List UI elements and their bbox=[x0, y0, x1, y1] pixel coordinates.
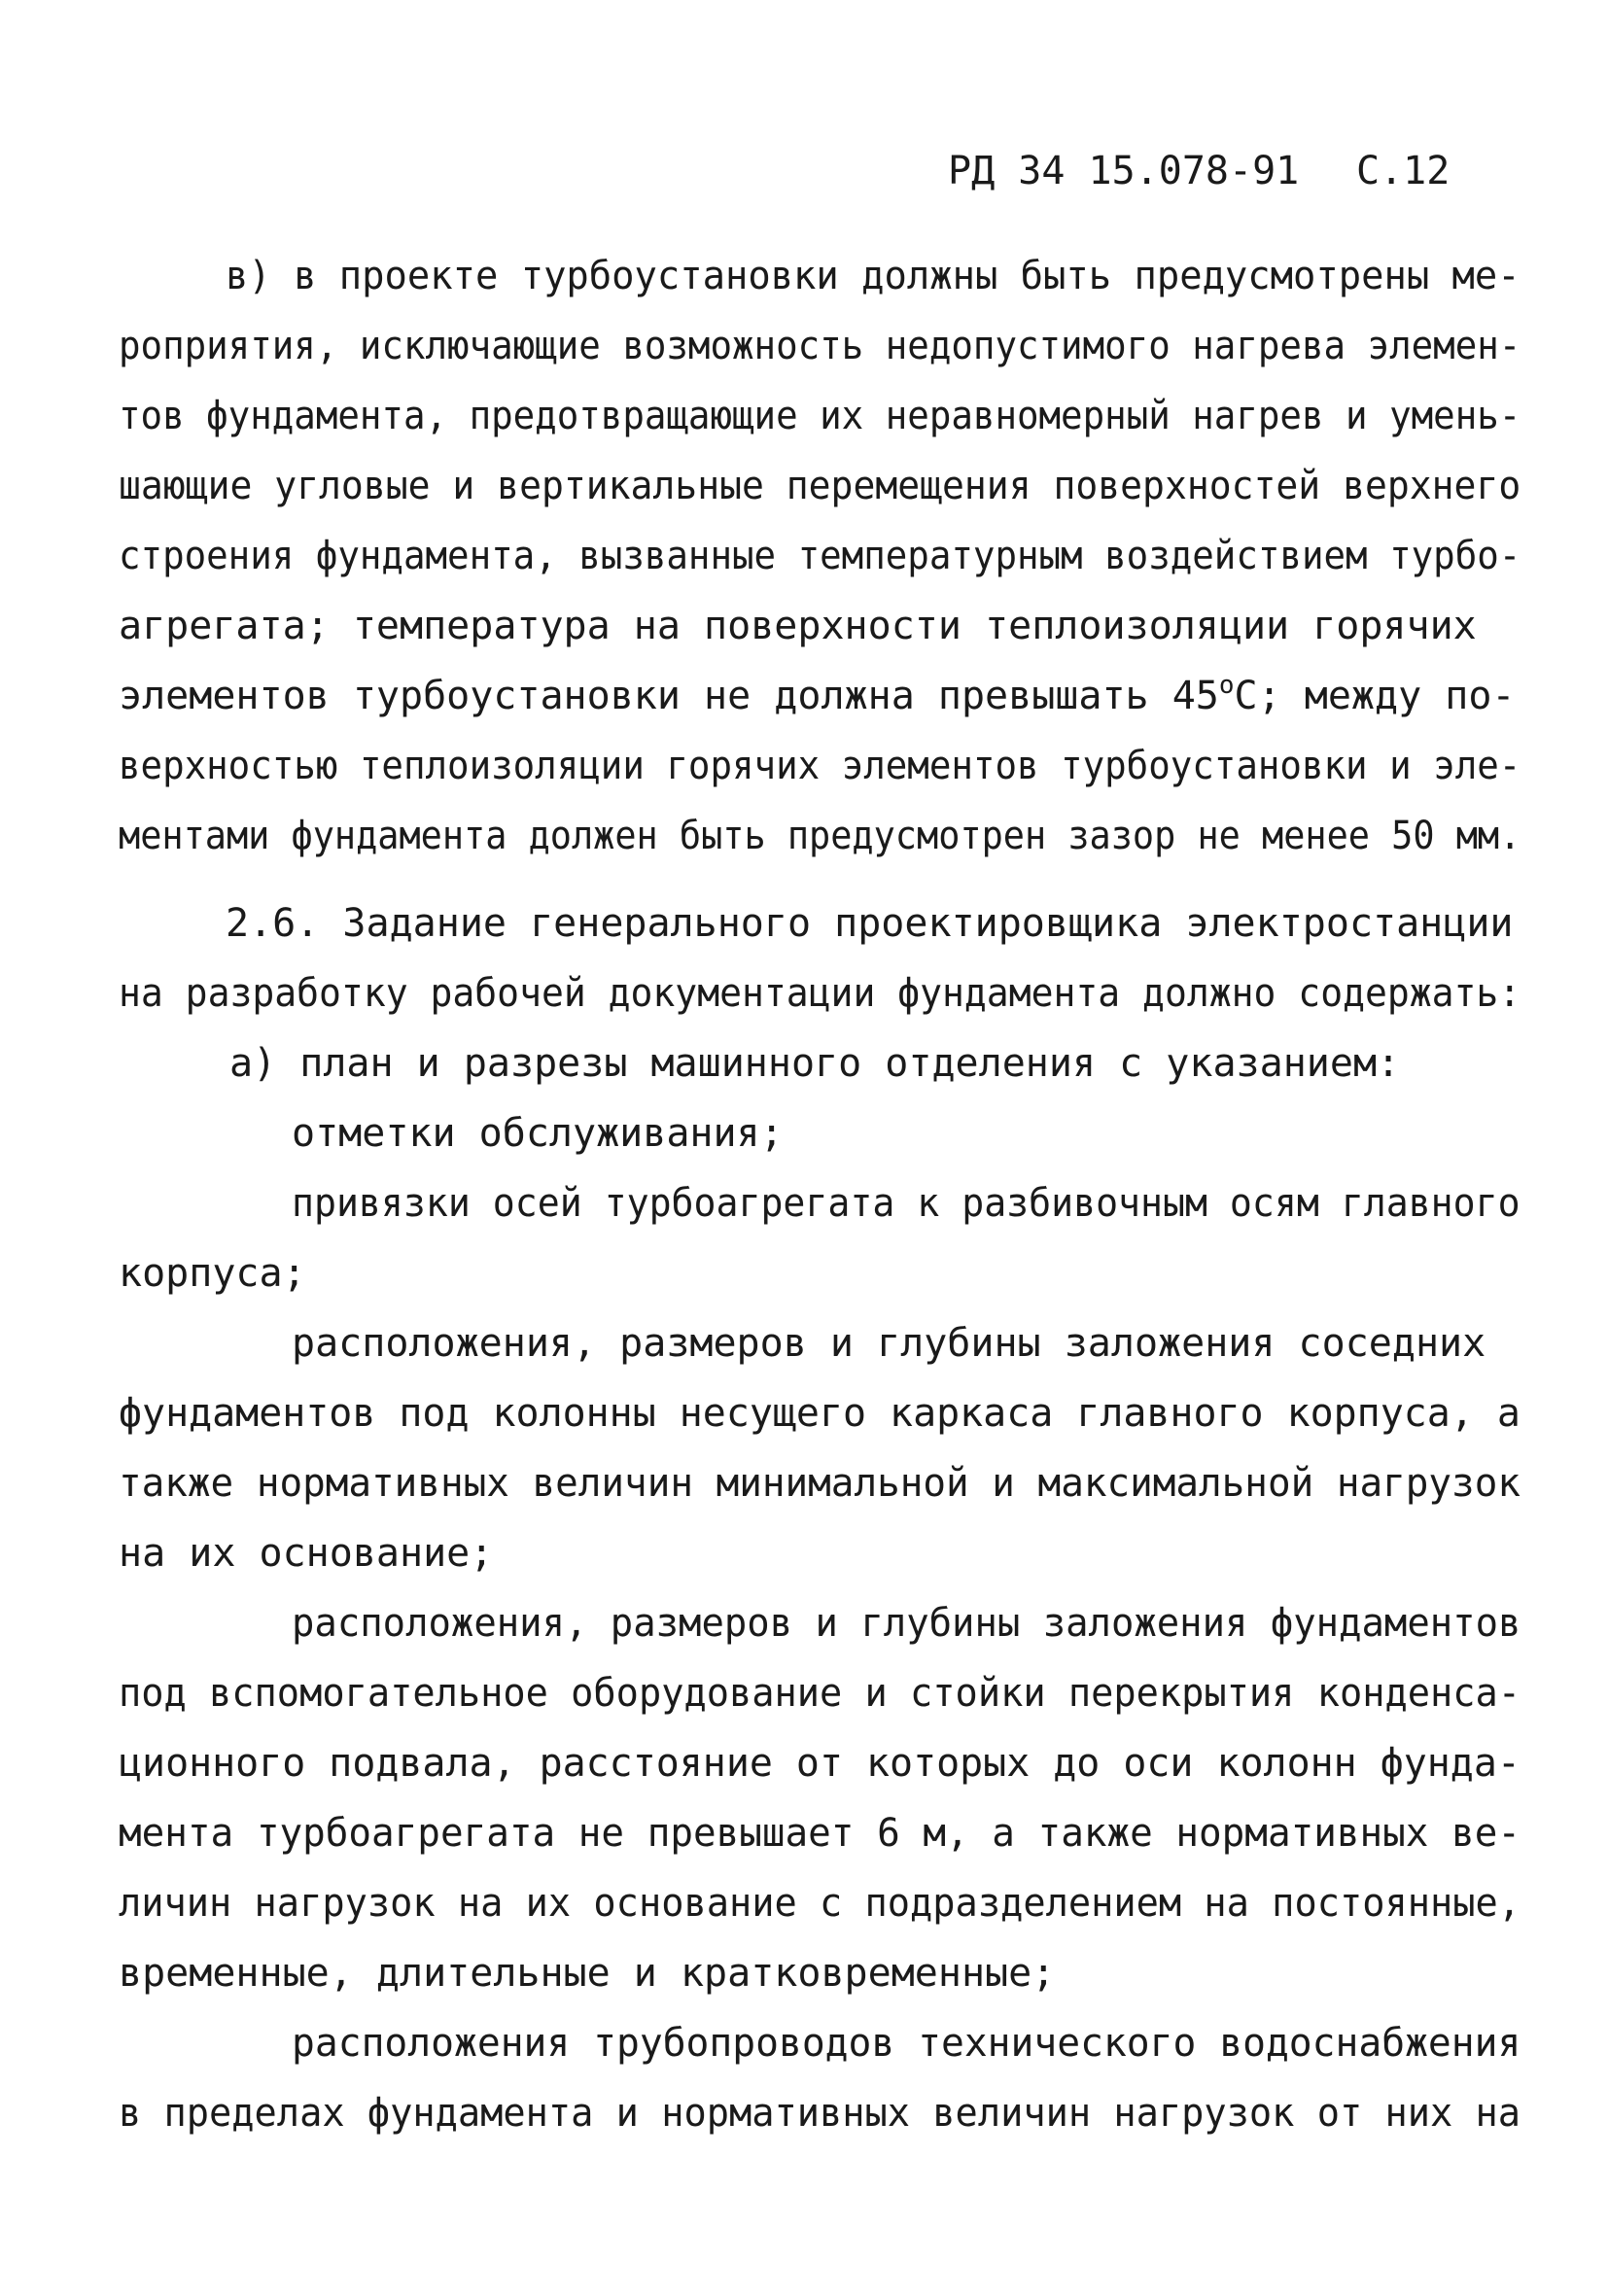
text-line: корпуса; bbox=[119, 1251, 306, 1296]
text-line: расположения, размеров и глубины заложения соседних bbox=[292, 1321, 1486, 1366]
text-line: строения фундамента, вызванные температурным воздействием турбо- bbox=[119, 534, 1521, 578]
text-line: под вспомогательное оборудование и стойки перекрытия конденса- bbox=[119, 1671, 1521, 1716]
text-line: ционного подвала, расстояние от которых до оси колонн фунда- bbox=[119, 1741, 1521, 1786]
text-fragment: элементов турбоустановки не должна превышать 45 bbox=[119, 674, 1219, 718]
text-line-temperature bbox=[119, 661, 1516, 731]
text-line: в пределах фундамента и нормативных величин нагрузок от них на bbox=[119, 2091, 1521, 2136]
degree-sign: о bbox=[1218, 671, 1235, 700]
page-number: С.12 bbox=[1356, 149, 1451, 193]
text-line: шающие угловые и вертикальные перемещения поверхностей верхнего bbox=[119, 464, 1521, 508]
text-line: ментами фундамента должен быть предусмотрен зазор не менее 50 мм. bbox=[119, 814, 1521, 858]
text-line: мента турбоагрегата не превышает 6 м, а также нормативных ве- bbox=[119, 1811, 1521, 1856]
text-fragment: С; между по- bbox=[1234, 674, 1516, 718]
text-line: тов фундамента, предотвращающие их неравномерный нагрев и умень- bbox=[119, 394, 1521, 438]
text-line: роприятия, исключающие возможность недопустимого нагрева элемен- bbox=[119, 324, 1521, 368]
text-line: на их основание; bbox=[119, 1531, 494, 1576]
document-code: РД 34 15.078-91 bbox=[948, 149, 1300, 193]
text-line: расположения, размеров и глубины заложения фундаментов bbox=[292, 1601, 1521, 1646]
text-line: личин нагрузок на их основание с подразделением на постоянные, bbox=[119, 1881, 1521, 1926]
text-line: отметки обслуживания; bbox=[292, 1111, 784, 1156]
text-line: агрегата; температура на поверхности теплоизоляции горячих bbox=[119, 604, 1477, 648]
page-header bbox=[0, 136, 1608, 206]
text-line: а) план и разрезы машинного отделения с указанием: bbox=[229, 1041, 1401, 1086]
text-line: в) в проекте турбоустановки должны быть предусмотрены ме- bbox=[226, 254, 1521, 298]
text-line: на разработку рабочей документации фундамента должно содержать: bbox=[119, 971, 1521, 1016]
text-line: расположения трубопроводов технического водоснабжения bbox=[292, 2021, 1521, 2066]
text-line: верхностью теплоизоляции горячих элементов турбоустановки и эле- bbox=[119, 744, 1521, 788]
text-line: также нормативных величин минимальной и максимальной нагрузок bbox=[119, 1461, 1521, 1506]
text-line: временные, длительные и кратковременные; bbox=[119, 1951, 1056, 1996]
text-line: фундаментов под колонны несущего каркаса главного корпуса, а bbox=[119, 1391, 1521, 1436]
text-line: 2.6. Задание генерального проектировщика электростанции bbox=[226, 901, 1514, 946]
text-line: привязки осей турбоагрегата к разбивочным осям главного bbox=[292, 1181, 1521, 1226]
